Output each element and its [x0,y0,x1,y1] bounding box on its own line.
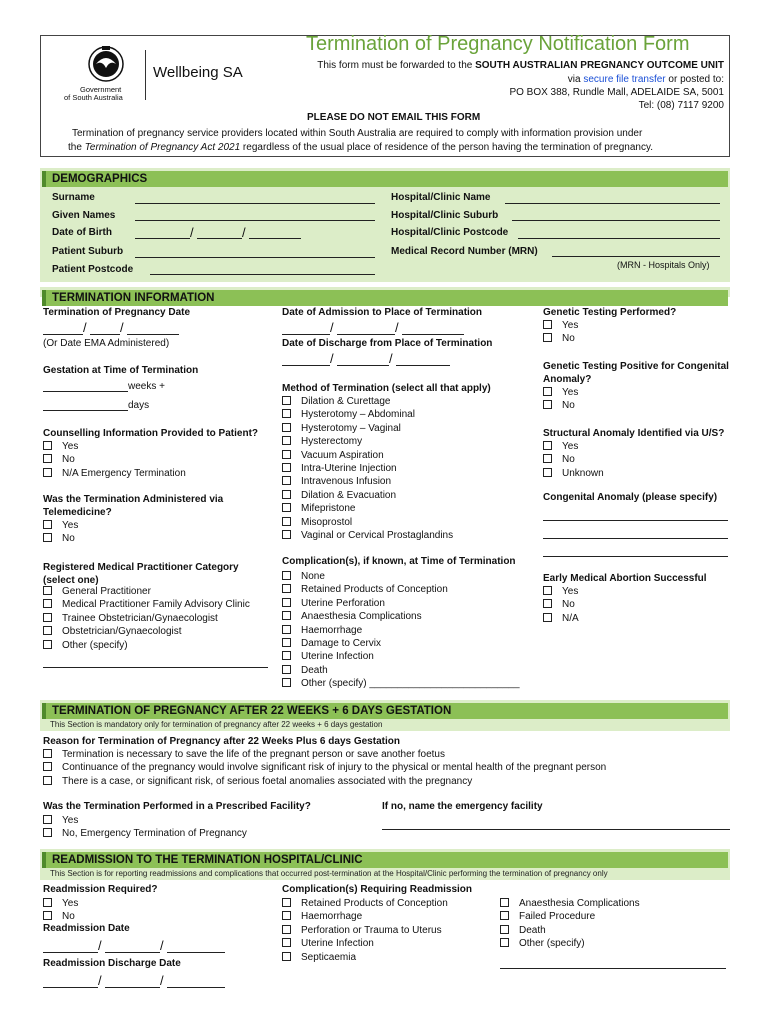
method-option-label: Hysterotomy – Abdominal [301,409,415,421]
practitioner-other-field[interactable] [43,667,268,668]
checkbox[interactable] [43,613,52,622]
patient-postcode-label: Patient Postcode [52,264,134,275]
gestation-days-field[interactable] [43,410,128,411]
admission-date-day[interactable] [282,334,330,335]
checkbox[interactable] [282,503,291,512]
readmission-discharge-slash-2: / [160,973,164,988]
readmission-complication-option-label: Other (specify) [519,938,585,950]
weeks-label: weeks + [128,381,165,392]
complication-option-label: Damage to Cervix [301,638,382,649]
structural-anomaly-option-label: Yes [562,441,579,452]
readmission-complication-option-label: Anaesthesia Complications [519,898,640,909]
checkbox[interactable] [43,586,52,595]
admission-slash-2: / [395,320,399,335]
forward-prefix: This form must be forwarded to the [317,60,476,71]
checkbox[interactable] [282,651,291,660]
ema-success-option-label: Yes [562,586,579,597]
readmission-heading: READMISSION TO THE TERMINATION HOSPITAL/CLINIC [42,852,728,868]
ema-success-option[interactable] [543,586,578,597]
congenital-anomaly-question: Congenital Anomaly (please specify) [543,492,718,503]
checkbox[interactable] [543,400,552,409]
complication-option-label: Retained Products of Conception [301,584,448,596]
reason-option[interactable] [43,762,606,773]
checkbox[interactable] [43,776,52,785]
checkbox[interactable] [282,463,291,472]
telemedicine-option-label: No [62,533,75,545]
dob-year-field[interactable] [249,238,301,239]
readmission-complication-option[interactable] [282,898,448,909]
readmission-slash-1: / [98,938,102,953]
counselling-option[interactable] [43,441,78,452]
checkbox[interactable] [282,911,291,920]
discharge-slash-1: / [330,351,334,366]
emergency-facility-question: If no, name the emergency facility [382,801,543,812]
facility-option-label: No, Emergency Termination of Pregnancy [62,828,247,840]
given-names-label: Given Names [52,210,116,221]
reason-option-label: Termination is necessary to save the life of the pregnant person or save another foetus [62,749,445,760]
genetic-testing-option-label: Yes [562,320,579,331]
telemedicine-option-label: Yes [62,520,79,531]
readmission-complication-option[interactable] [500,898,640,909]
hospital-name-field[interactable] [505,203,720,204]
method-option-label: Dilation & Curettage [301,396,391,407]
structural-anomaly-option[interactable] [543,468,604,479]
discharge-date-label: Date of Discharge from Place of Termination [282,338,493,349]
readmission-discharge-year[interactable] [167,987,225,988]
checkbox[interactable] [282,436,291,445]
checkbox[interactable] [43,749,52,758]
readmission-complication-option[interactable] [282,911,362,922]
checkbox[interactable] [282,423,291,432]
complication-option-label: Uterine Perforation [301,597,385,609]
forward-line [317,60,724,71]
method-option[interactable] [282,517,352,528]
checkbox[interactable] [282,571,291,580]
checkbox[interactable] [43,640,52,649]
checkbox[interactable] [282,898,291,907]
after22-reason-question: Reason for Termination of Pregnancy after 22 Weeks Plus 6 days Gestation [43,736,400,747]
emergency-facility-field[interactable] [382,829,730,830]
method-option[interactable] [282,409,415,420]
counselling-option-label: N/A Emergency Termination [62,467,186,479]
genetic-testing-question: Genetic Testing Performed? [543,307,677,318]
complication-option-label: Uterine Infection [301,651,374,663]
readmission-complication-option[interactable] [282,938,374,949]
readmission-note: This Section is for reporting readmissions and complications that occurred post-termination at the Hospital/Clinic performing the termination of pregnancy only [50,869,608,878]
checkbox[interactable] [543,613,552,622]
after22-note: This Section is mandatory only for termination of pregnancy after 22 weeks + 6 days gestation [50,720,383,729]
checkbox[interactable] [500,925,509,934]
congenital-anomaly-field-3[interactable] [543,556,728,557]
checkbox[interactable] [282,517,291,526]
checkbox[interactable] [543,468,552,477]
checkbox[interactable] [282,665,291,674]
practitioner-option[interactable] [43,586,151,597]
patient-suburb-label: Patient Suburb [52,246,124,257]
termination-date-year[interactable] [127,334,179,335]
discharge-date-month[interactable] [337,365,389,366]
checkbox[interactable] [43,520,52,529]
dob-slash-1: / [190,225,194,240]
readmission-complication-option-label: Retained Products of Conception [301,898,448,909]
facility-option[interactable] [43,815,78,826]
counselling-option[interactable] [43,468,186,479]
telemedicine-option[interactable] [43,520,78,531]
readmission-required-question: Readmission Required? [43,884,158,895]
method-option-label: Intra-Uterine Injection [301,463,397,474]
checkbox[interactable] [282,625,291,634]
intro-rest: regardless of the usual place of residence of the person having the termination of pregnancy. [240,142,654,153]
checkbox[interactable] [43,815,52,824]
gestation-weeks-field[interactable] [43,391,128,392]
method-question: Method of Termination (select all that apply) [282,383,491,394]
admission-slash-1: / [330,320,334,335]
method-option-label: Vaginal or Cervical Prostaglandins [301,530,454,541]
gestation-label: Gestation at Time of Termination [43,365,199,376]
admission-date-year[interactable] [402,334,464,335]
complication-option-label: None [301,571,325,582]
method-option-label: Dilation & Evacuation [301,489,397,501]
readmission-complication-option[interactable] [500,938,585,949]
practitioner-option-label: Other (specify) [62,639,128,651]
readmission-complication-option[interactable] [282,952,356,963]
checkbox[interactable] [282,678,291,687]
readmission-complication-option-label: Perforation or Trauma to Uterus [301,924,442,936]
practitioner-option[interactable] [43,626,182,637]
readmission-complication-option-label: Failed Procedure [519,911,596,923]
checkbox[interactable] [43,441,52,450]
complication-option-label: Haemorrhage [301,624,363,636]
complication-option[interactable] [282,651,374,662]
checkbox[interactable] [500,898,509,907]
ema-success-option[interactable] [543,613,579,624]
given-names-field[interactable] [135,220,375,221]
readmission-required-option-label: Yes [62,898,79,909]
complication-option[interactable] [282,625,362,636]
readmission-date-month[interactable] [105,952,160,953]
checkbox[interactable] [543,387,552,396]
surname-label: Surname [52,192,95,203]
checkbox[interactable] [282,409,291,418]
method-option-label: Hysterectomy [301,436,363,448]
congenital-anomaly-field-2[interactable] [543,538,728,539]
readmission-date-year[interactable] [167,952,225,953]
checkbox[interactable] [543,454,552,463]
counselling-option-label: Yes [62,441,79,452]
method-option[interactable] [282,423,401,434]
reason-option[interactable] [43,776,472,787]
genetic-positive-option[interactable] [543,387,578,398]
discharge-date-day[interactable] [282,365,330,366]
patient-postcode-field[interactable] [150,274,375,275]
readmission-complication-option-label: Death [519,924,546,936]
checkbox[interactable] [43,828,52,837]
method-option[interactable] [282,490,396,501]
gov-line1: Government [80,85,122,94]
termination-heading: TERMINATION INFORMATION [42,290,728,306]
org-name: Wellbeing SA [153,64,243,81]
checkbox[interactable] [43,454,52,463]
complication-option-label: Anaesthesia Complications [301,611,422,623]
intro-the: the [68,142,85,153]
checkbox[interactable] [282,938,291,947]
termination-date-month[interactable] [90,334,120,335]
structural-anomaly-option[interactable] [543,441,578,452]
checkbox[interactable] [43,911,52,920]
practitioner-question-1: Registered Medical Practitioner Category [43,562,239,573]
gov-line2: of South Australia [64,93,123,102]
method-option-label: Intravenous Infusion [301,476,392,488]
method-option-label: Misoprostol [301,516,353,528]
checkbox[interactable] [543,333,552,342]
secure-file-transfer-link[interactable]: secure file transfer [583,74,666,85]
ema-success-option[interactable] [543,599,575,610]
telemedicine-question-1: Was the Termination Administered via [43,494,224,505]
checkbox[interactable] [543,599,552,608]
method-option[interactable] [282,450,384,461]
checkbox[interactable] [282,396,291,405]
checkbox[interactable] [282,530,291,539]
facility-option-label: Yes [62,815,79,826]
method-option[interactable] [282,530,453,541]
hospital-postcode-label: Hospital/Clinic Postcode [391,227,509,238]
intro-line1: Termination of pregnancy service providers located within South Australia are required to comply with information provision under [72,128,643,139]
via-text: via [567,74,584,85]
mrn-label: Medical Record Number (MRN) [391,246,538,257]
complication-option[interactable] [282,665,328,676]
practitioner-option-label: Medical Practitioner Family Advisory Clinic [62,599,250,611]
mrn-note: (MRN - Hospitals Only) [617,260,710,270]
facility-option[interactable] [43,828,247,839]
checkbox[interactable] [500,911,509,920]
telemedicine-option[interactable] [43,533,75,544]
readmission-discharge-label: Readmission Discharge Date [43,958,181,969]
prescribed-facility-question: Was the Termination Performed in a Prescribed Facility? [43,801,311,812]
readmission-complication-option[interactable] [500,911,595,922]
checkbox[interactable] [282,925,291,934]
structural-anomaly-option[interactable] [543,454,575,465]
dob-slash-2: / [242,225,246,240]
checkbox[interactable] [282,450,291,459]
checkbox[interactable] [43,626,52,635]
readmission-complications-question: Complication(s) Requiring Readmission [282,884,473,895]
reason-option[interactable] [43,749,445,760]
readmission-required-option-label: No [62,911,75,923]
checkbox[interactable] [543,441,552,450]
readmission-complication-option[interactable] [282,925,442,936]
readmission-other-field[interactable] [500,968,726,969]
complication-option[interactable] [282,584,448,595]
complication-option-label: Other (specify) ___________________________ [301,678,520,690]
readmission-complication-option[interactable] [500,925,546,936]
checkbox[interactable] [500,938,509,947]
complication-option[interactable] [282,571,325,582]
checkbox[interactable] [43,898,52,907]
posted-text: or posted to: [665,74,724,85]
practitioner-option-label: General Practitioner [62,586,151,597]
form-title: Termination of Pregnancy Notification Form [306,33,690,55]
readmission-slash-2: / [160,938,164,953]
hospital-name-label: Hospital/Clinic Name [391,192,491,203]
practitioner-option[interactable] [43,599,250,610]
reason-option-label: Continuance of the pregnancy would involve significant risk of injury to the physical or mental health of the pregnant person [62,762,607,774]
no-email-notice: PLEASE DO NOT EMAIL THIS FORM [307,112,481,123]
practitioner-option[interactable] [43,640,128,651]
genetic-positive-option-label: No [562,400,575,412]
counselling-option[interactable] [43,454,75,465]
complication-option[interactable] [282,611,422,622]
termination-date-slash-1: / [83,320,87,335]
telemedicine-question-2: Telemedicine? [43,507,112,518]
readmission-complication-option-label: Uterine Infection [301,938,374,950]
readmission-date-day[interactable] [43,952,98,953]
checkbox[interactable] [282,584,291,593]
discharge-slash-2: / [389,351,393,366]
complication-option[interactable] [282,678,520,689]
checkbox[interactable] [282,490,291,499]
readmission-date-label: Readmission Date [43,923,130,934]
genetic-positive-option[interactable] [543,400,575,411]
hospital-postcode-field[interactable] [518,238,720,239]
checkbox[interactable] [282,476,291,485]
dob-month-field[interactable] [197,238,242,239]
checkbox[interactable] [282,611,291,620]
readmission-required-option[interactable] [43,911,75,922]
structural-anomaly-option-label: No [562,454,575,466]
hospital-suburb-label: Hospital/Clinic Suburb [391,210,499,221]
practitioner-option-label: Trainee Obstetrician/Gynaecologist [62,612,218,624]
readmission-complication-option-label: Haemorrhage [301,911,363,923]
readmission-complication-option-label: Septicaemia [301,951,357,963]
intro-act: Termination of Pregnancy Act 2021 [84,142,241,153]
method-option[interactable] [282,503,355,514]
dob-label: Date of Birth [52,227,112,238]
checkbox[interactable] [43,533,52,542]
ema-success-option-label: No [562,599,575,611]
readmission-discharge-month[interactable] [105,987,160,988]
postal-address: PO BOX 388, Rundle Mall, ADELAIDE SA, 5001 [509,87,724,98]
method-option-label: Mifepristone [301,503,356,515]
method-option[interactable] [282,396,391,407]
checkbox[interactable] [543,586,552,595]
method-option-label: Hysterotomy – Vaginal [301,422,401,434]
logo-divider [145,50,146,100]
checkbox[interactable] [282,598,291,607]
practitioner-question-2: (select one) [43,575,99,586]
admission-date-label: Date of Admission to Place of Termination [282,307,483,318]
checkbox[interactable] [282,638,291,647]
reason-option-label: There is a case, or significant risk, of serious foetal anomalies associated with the pregnancy [62,775,473,787]
checkbox[interactable] [43,599,52,608]
readmission-discharge-day[interactable] [43,987,98,988]
ema-date-note: (Or Date EMA Administered) [43,338,170,349]
via-line [568,74,724,85]
telephone: Tel: (08) 7117 9200 [638,100,724,111]
intro-line2 [68,142,653,153]
structural-anomaly-question: Structural Anomaly Identified via U/S? [543,428,725,439]
complications-question: Complication(s), if known, at Time of Termination [282,556,516,567]
method-option[interactable] [282,436,362,447]
genetic-testing-option[interactable] [543,333,575,344]
genetic-positive-question-2: Anomaly? [543,374,592,385]
counselling-question: Counselling Information Provided to Patient? [43,428,259,439]
complication-option[interactable] [282,638,381,649]
counselling-option-label: No [62,454,75,466]
termination-date-day[interactable] [43,334,83,335]
forward-unit: SOUTH AUSTRALIAN PREGNANCY OUTCOME UNIT [475,60,724,71]
checkbox[interactable] [282,952,291,961]
ema-success-question: Early Medical Abortion Successful [543,573,707,584]
days-label: days [128,400,150,411]
genetic-testing-option-label: No [562,333,575,345]
dob-day-field[interactable] [135,238,190,239]
mrn-field[interactable] [552,256,720,257]
hospital-suburb-field[interactable] [512,220,720,221]
checkbox[interactable] [43,468,52,477]
termination-date-slash-2: / [120,320,124,335]
surname-field[interactable] [135,203,375,204]
structural-anomaly-option-label: Unknown [562,467,604,479]
discharge-date-year[interactable] [396,365,450,366]
practitioner-option-label: Obstetrician/Gynaecologist [62,626,182,638]
termination-date-label: Termination of Pregnancy Date [43,307,191,318]
method-option-label: Vacuum Aspiration [301,449,384,461]
checkbox[interactable] [43,762,52,771]
readmission-required-option[interactable] [43,898,78,909]
demographics-heading: DEMOGRAPHICS [42,171,728,187]
method-option[interactable] [282,476,391,487]
genetic-positive-question-1: Genetic Testing Positive for Congenital [543,361,729,372]
admission-date-month[interactable] [337,334,395,335]
genetic-positive-option-label: Yes [562,387,579,398]
checkbox[interactable] [543,320,552,329]
readmission-discharge-slash-1: / [98,973,102,988]
ema-success-option-label: N/A [562,612,579,624]
congenital-anomaly-field-1[interactable] [543,520,728,521]
complication-option-label: Death [301,664,328,676]
practitioner-option[interactable] [43,613,218,624]
genetic-testing-option[interactable] [543,320,578,331]
method-option[interactable] [282,463,397,474]
complication-option[interactable] [282,598,385,609]
patient-suburb-field[interactable] [135,257,375,258]
after22-heading: TERMINATION OF PREGNANCY AFTER 22 WEEKS + 6 DAYS GESTATION [42,703,728,719]
